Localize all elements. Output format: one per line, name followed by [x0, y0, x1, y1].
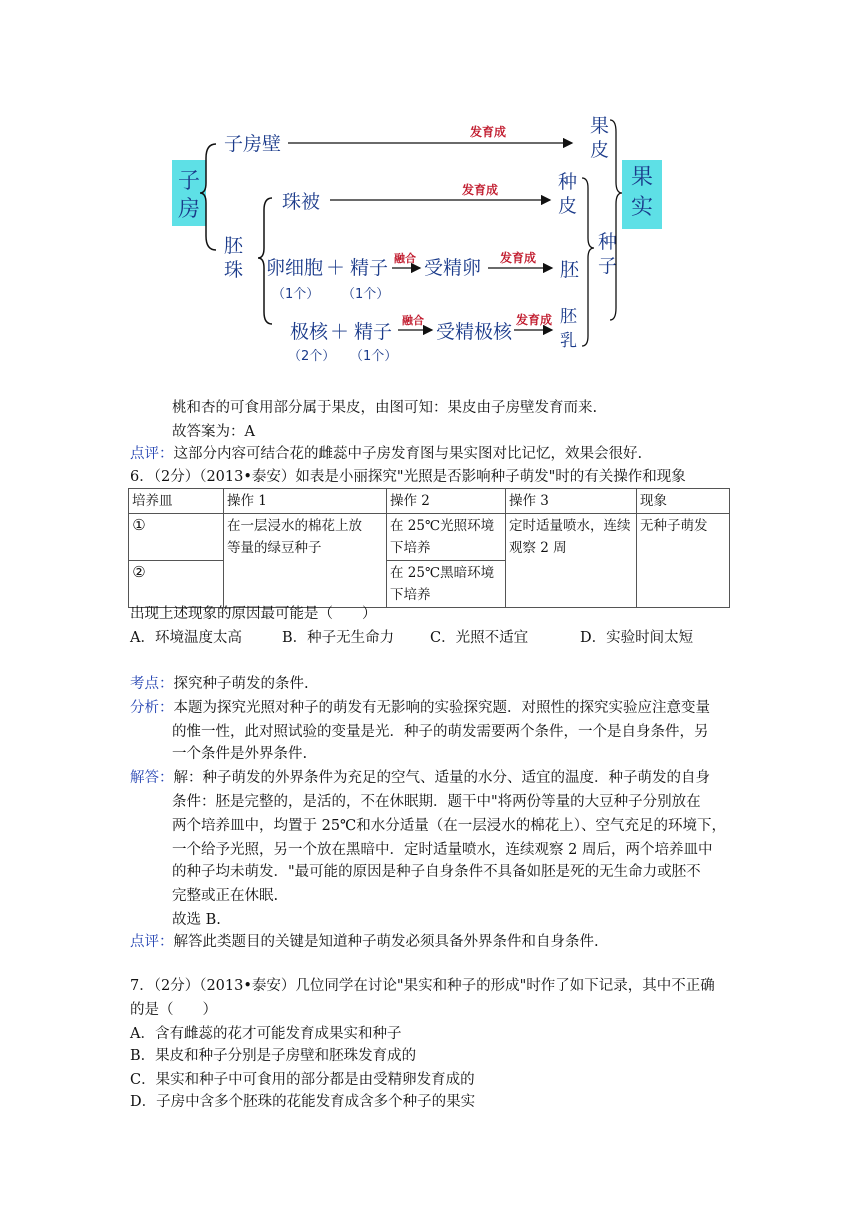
fruit-label-2: 实	[630, 195, 653, 220]
op3-line-2: 观察 2 周	[509, 540, 567, 556]
fruit-box-label	[622, 160, 662, 229]
q6-jieda-line-1: 解：种子萌发的外界条件为充足的空气、适量的水分、适宜的温度．种子萌发的自身	[173, 770, 710, 786]
endosperm-label-2: 乳	[560, 331, 577, 351]
dish-number-1: ①	[132, 516, 146, 534]
table-header-op2: 操作 2	[387, 489, 506, 514]
fuse-label-2: 融合	[402, 314, 424, 327]
q6-fenxi-line-3: 一个条件是外界条件.	[172, 746, 308, 762]
q6-fenxi-label: 分析：	[130, 700, 174, 716]
op3-line-1: 定时适量喷水，连续	[509, 518, 631, 534]
q5-comment	[130, 444, 642, 464]
develops-label-2: 发育成	[462, 183, 499, 197]
table-cell-result: 无种子萌发	[637, 514, 730, 608]
table-header-result: 现象	[637, 489, 730, 514]
q6-kaodian	[130, 674, 309, 694]
q5-comment-text: 这部分内容可结合花的雌蕊中子房发育图与果实图对比记忆，效果会很好.	[173, 446, 643, 462]
op2-dark-line-2: 下培养	[390, 587, 431, 603]
op2-light-line-2: 下培养	[390, 540, 431, 556]
q6-option-d: D．实验时间太短	[580, 630, 694, 646]
count-polar: （2个）	[288, 349, 336, 364]
ovary-label-1: 子	[177, 169, 201, 194]
polar-nuclei-label: 极核	[290, 321, 329, 343]
ovule-label-2: 珠	[224, 259, 244, 281]
table-cell-op2-light	[387, 514, 506, 561]
table-header-row	[129, 489, 730, 514]
q6-fenxi-line-2: 的惟一性，此对照试验的变量是光．种子的萌发需要两个条件，一个是自身条件，另	[172, 724, 709, 740]
sperm-label-2: 精子	[354, 321, 393, 343]
table-cell-dish2	[129, 561, 224, 608]
embryo-label: 胚	[560, 259, 580, 281]
fruit-brace	[610, 120, 622, 320]
q5-comment-label: 点评：	[130, 446, 174, 462]
q6-dianping-text: 解答此类题目的关键是知道种子萌发必须具备外界条件和自身条件.	[173, 934, 599, 950]
q6-jieda-label: 解答：	[130, 770, 174, 786]
ovary-wall-label: 子房壁	[224, 133, 282, 155]
count-sperm-2: （1个）	[350, 349, 398, 364]
egg-cell-label: 卵细胞	[266, 257, 324, 279]
q6-fenxi-line-1: 本题为探究光照对种子的萌发有无影响的实验探究题．对照性的探究实验应注意变量	[173, 700, 710, 716]
fruit-label-1: 果	[630, 165, 653, 190]
table-header-op1: 操作 1	[224, 489, 387, 514]
pericarp-label-1: 果	[590, 115, 610, 137]
op1-line-1: 在一层浸水的棉花上放	[227, 518, 362, 534]
op2-light-line-1: 在 25℃光照环境	[390, 518, 495, 534]
q6-option-b: B．种子无生命力	[282, 630, 395, 646]
develops-label-1: 发育成	[470, 125, 507, 139]
q6-dianping	[130, 932, 599, 952]
q6-option-a: A．环境温度太高	[130, 630, 242, 646]
endosperm-label-1: 胚	[560, 307, 577, 327]
op1-line-2: 等量的绿豆种子	[227, 540, 322, 556]
q7-option-b: B．果皮和种子分别是子房壁和胚珠发育成的	[130, 1048, 417, 1064]
table-cell-op1	[224, 514, 387, 608]
table-header-dish: 培养皿	[129, 489, 224, 514]
table-row	[129, 514, 730, 561]
fuse-label-1: 融合	[394, 252, 416, 265]
q6-dianping-label: 点评：	[130, 934, 174, 950]
seed-coat-label-1: 种	[558, 171, 578, 193]
ovule-label-1: 胚	[224, 235, 244, 257]
q6-fenxi	[130, 698, 710, 718]
count-egg: （1个）	[272, 287, 320, 302]
table-cell-dish1	[129, 514, 224, 561]
seed-brace	[582, 178, 594, 346]
table-header-op3: 操作 3	[506, 489, 637, 514]
pericarp-label-2: 皮	[590, 139, 610, 161]
q6-option-c: C．光照不适宜	[430, 630, 529, 646]
op2-dark-line-1: 在 25℃黑暗环境	[390, 565, 495, 581]
seed-coat-label-2: 皮	[558, 195, 578, 217]
q7-option-c: C．果实和种子中可食用的部分都是由受精卵发育成的	[130, 1072, 475, 1088]
sperm-label-1: 精子	[350, 257, 389, 279]
ovary-label-2: 房	[177, 197, 201, 222]
q6-jieda-line-3: 两个培养皿中，均置于 25℃和水分适量（在一层浸水的棉花上）、空气充足的环境下，	[172, 818, 727, 834]
q6-jieda-line-6: 完整或正在休眠.	[172, 888, 279, 904]
q6-kaodian-text: 探究种子萌发的条件.	[173, 676, 309, 692]
q6-jieda-line-4: 一个给予光照，另一个放在黑暗中．定时适量喷水，连续观察 2 周后，两个培养皿中	[172, 842, 713, 858]
q7-stem-line-1: 7．（2分）（2013•泰安）几位同学在讨论"果实和种子的形成"时作了如下记录，其中不正确	[130, 978, 715, 994]
ovary-development-diagram	[170, 108, 630, 370]
q7-stem-line-2: 的是（ ）	[130, 1002, 217, 1018]
plus-2: ＋	[330, 321, 350, 343]
zygote-label: 受精卵	[424, 257, 482, 279]
develops-label-4: 发育成	[516, 313, 553, 327]
seed-label-2: 子	[598, 255, 618, 277]
q6-question: 出现上述现象的原因最可能是（ ）	[130, 606, 377, 622]
q7-option-d: D．子房中含多个胚珠的花能发育成含多个种子的果实	[130, 1094, 476, 1110]
dish-number-2: ②	[132, 563, 146, 581]
plus-1: ＋	[326, 257, 346, 279]
q6-jieda-line-2: 条件：胚是完整的，是活的，不在休眠期．题干中"将两份等量的大豆种子分别放在	[172, 794, 701, 810]
q6-answer: 故选 B.	[172, 912, 221, 928]
integument-label: 珠被	[282, 191, 321, 213]
q6-jieda	[130, 768, 710, 788]
q6-stem: 6．（2分）（2013•泰安）如表是小丽探究"光照是否影响种子萌发"时的有关操作和现象	[130, 469, 686, 485]
table-cell-op2-dark	[387, 561, 506, 608]
q5-answer: 故答案为：A	[172, 424, 255, 440]
q6-experiment-table	[128, 488, 730, 608]
q5-explanation: 桃和杏的可食用部分属于果皮，由图可知：果皮由子房壁发育而来.	[172, 400, 598, 416]
develops-label-3: 发育成	[500, 251, 537, 265]
count-sperm-1: （1个）	[342, 287, 390, 302]
seed-label-1: 种	[598, 231, 618, 253]
q6-kaodian-label: 考点：	[130, 676, 174, 692]
table-cell-op3	[506, 514, 637, 608]
q6-jieda-line-5: 的种子均未萌发．"最可能的原因是种子自身条件不具备如胚是死的无生命力或胚不	[172, 864, 701, 880]
fertilized-polar-label: 受精极核	[436, 321, 513, 343]
q7-option-a: A．含有雌蕊的花才可能发育成果实和种子	[130, 1026, 402, 1042]
